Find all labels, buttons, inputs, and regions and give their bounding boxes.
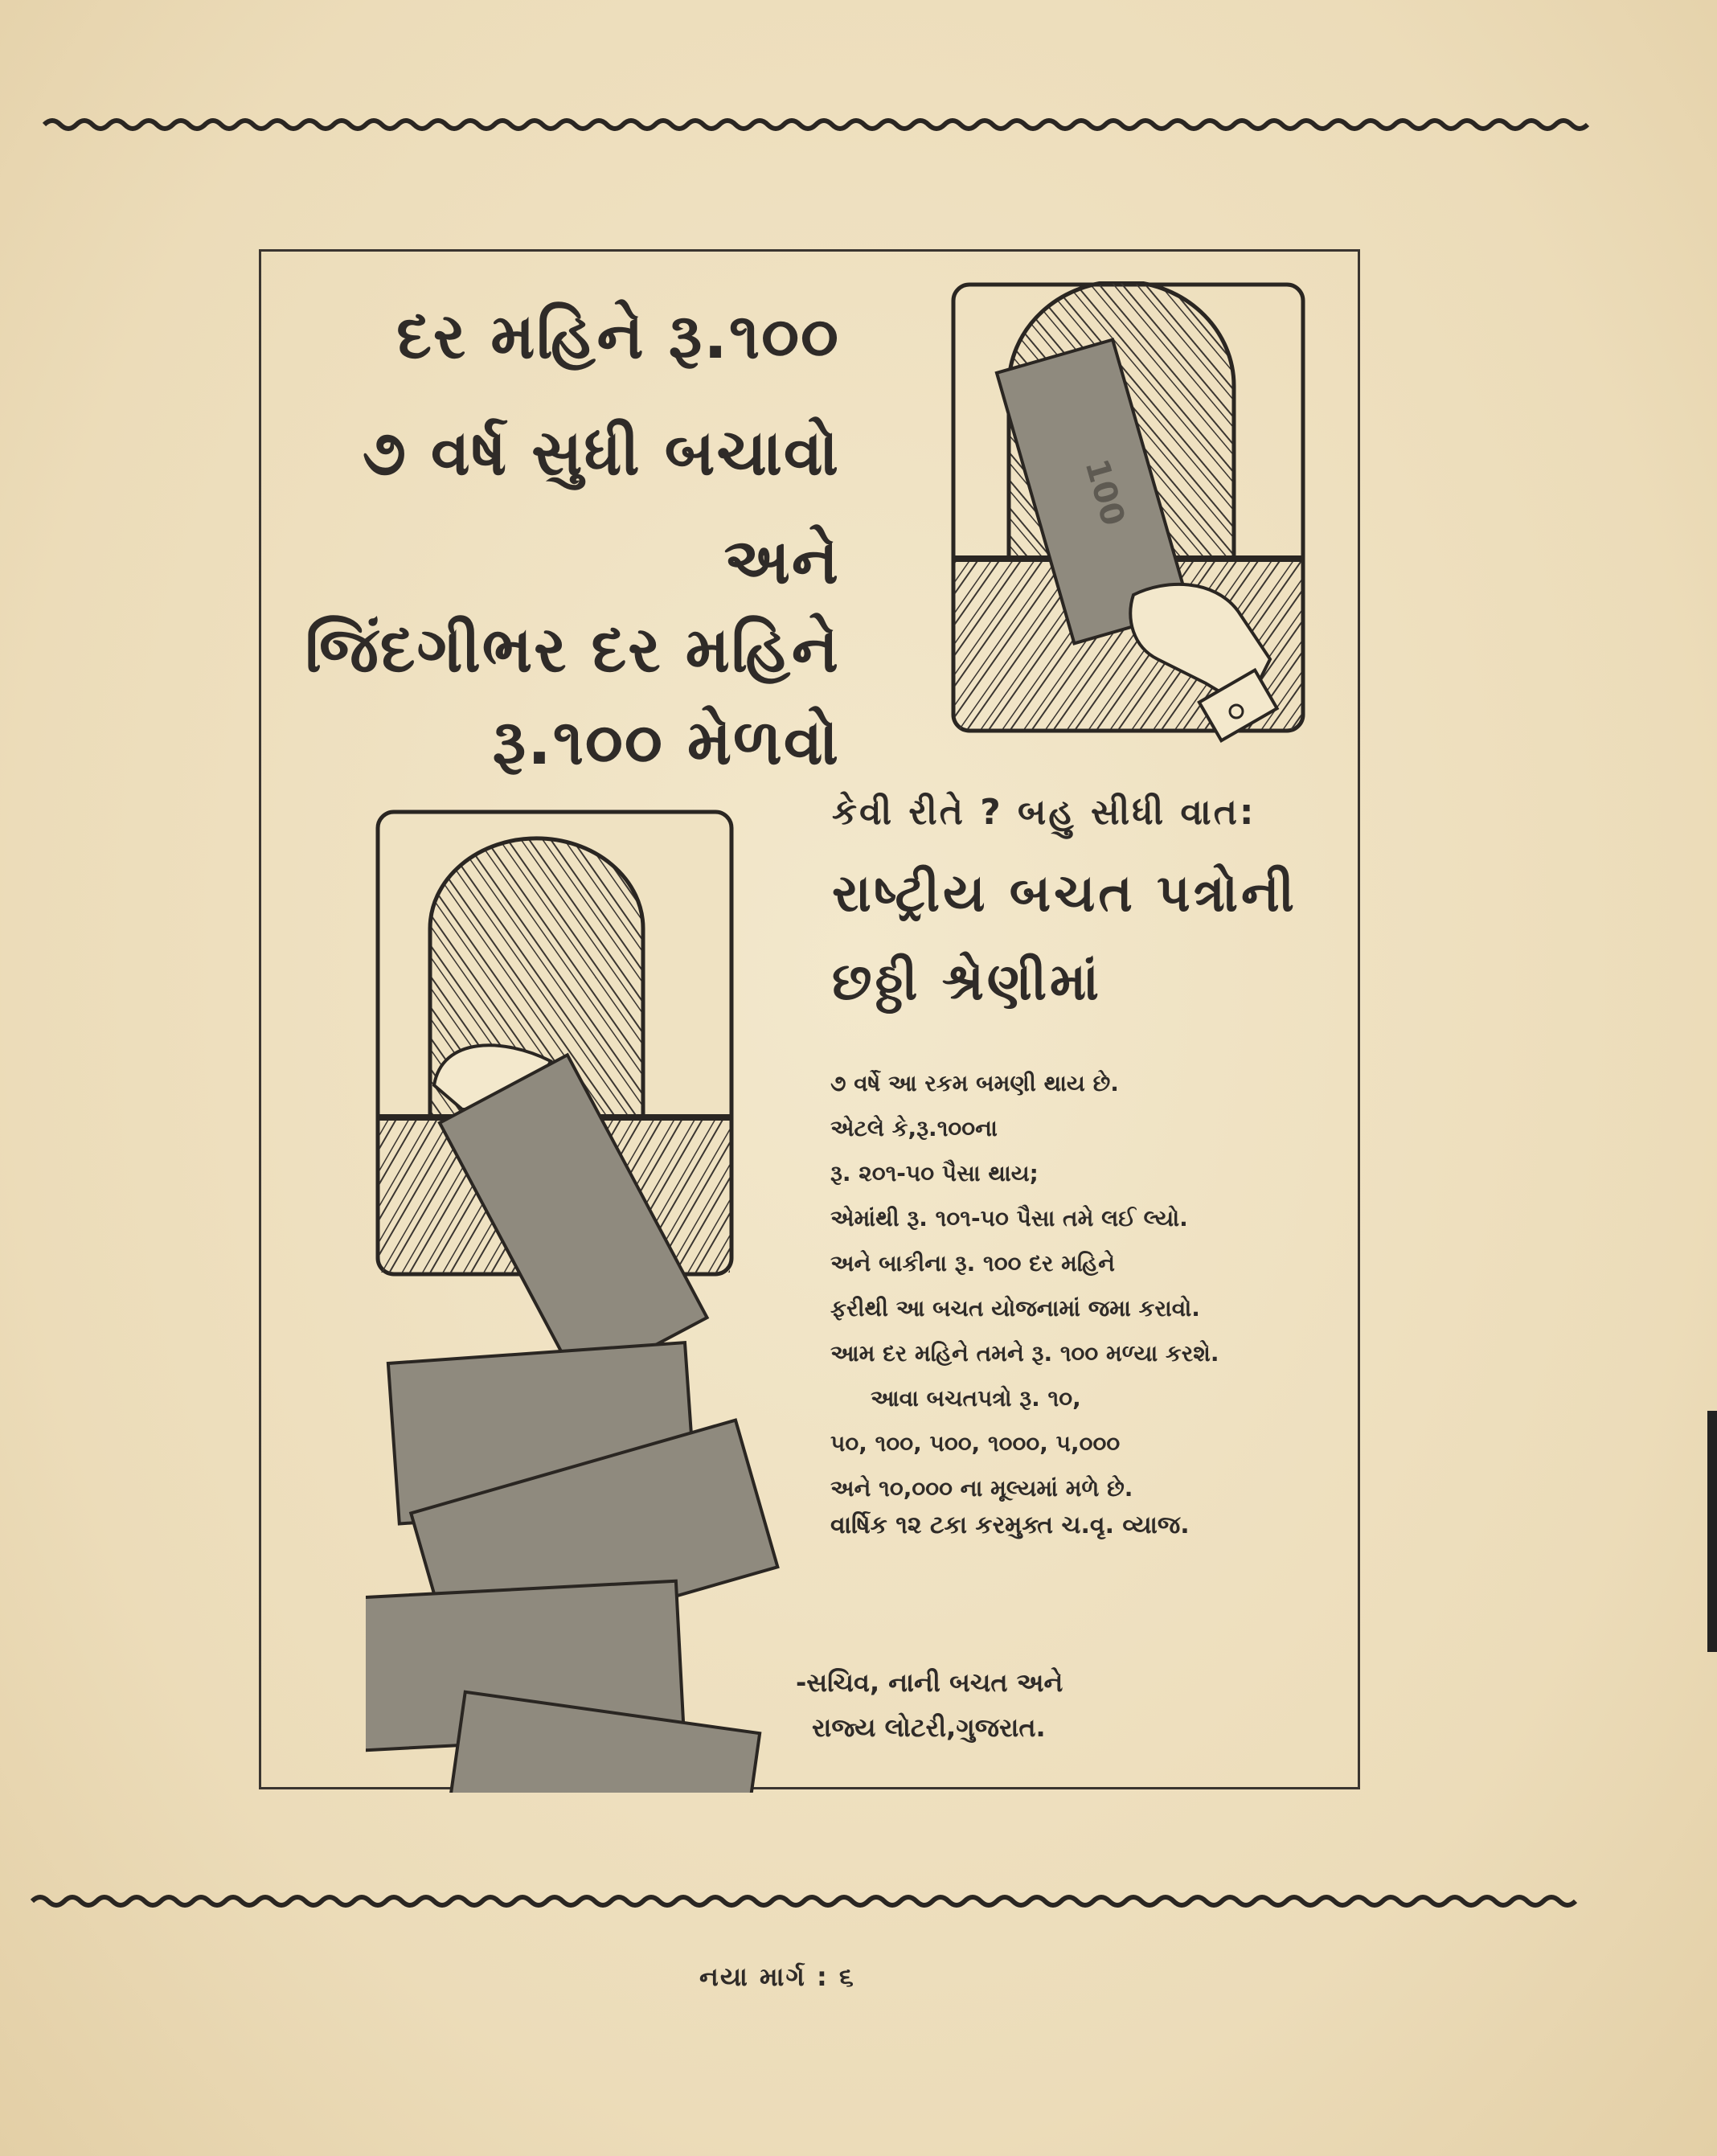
note-label: 100 bbox=[1077, 455, 1132, 531]
body-line: આવા બચતપત્રો રૂ. ૧૦, bbox=[871, 1385, 1081, 1412]
headline-line-1: દર મહિને રૂ.૧૦૦ bbox=[396, 301, 840, 373]
bottom-wavy-border bbox=[0, 1889, 1717, 1913]
withdrawal-illustration bbox=[366, 804, 792, 1793]
body-line: અને ૧૦,૦૦૦ ના મૂલ્યમાં મળે છે. bbox=[830, 1475, 1133, 1502]
body-line: એમાંથી રૂ. ૧૦૧-૫૦ પૈસા તમે લઈ લ્યો. bbox=[830, 1205, 1188, 1232]
top-wavy-border bbox=[0, 113, 1717, 137]
body-line: એટલે કે,રૂ.૧૦૦ના bbox=[830, 1115, 998, 1142]
body-line: રૂ. ૨૦૧-૫૦ પૈસા થાય; bbox=[830, 1160, 1039, 1187]
body-line: અને બાકીના રૂ. ૧૦૦ દર મહિને bbox=[830, 1250, 1115, 1277]
page-footer: નયા માર્ગ : ૬ bbox=[699, 1961, 855, 1992]
body-line: ૫૦, ૧૦૦, ૫૦૦, ૧૦૦૦, ૫,૦૦૦ bbox=[830, 1430, 1121, 1457]
subheading: કેવી રીતે ? બહુ સીધી વાત: bbox=[832, 792, 1256, 833]
scheme-title-line-2: છઠ્ઠી શ્રેણીમાં bbox=[832, 953, 1102, 1012]
signature-line-1: -સચિવ, નાની બચત અને bbox=[796, 1667, 1063, 1698]
body-line: આમ દર મહિને તમને રૂ. ૧૦૦ મળ્યા કરશે. bbox=[830, 1340, 1219, 1367]
headline-line-5: રૂ.૧૦૦ મેળવો bbox=[492, 707, 840, 779]
scheme-description bbox=[830, 1061, 1345, 1511]
signature-line-2: રાજ્ય લોટરી,ગુજરાત. bbox=[812, 1712, 1046, 1743]
interest-rate-note: વાર્ષિક ૧૨ ટકા કરમુક્ત ચ.વૃ. વ્યાજ. bbox=[830, 1511, 1190, 1539]
body-line: ૭ વર્ષે આ રકમ બમણી થાય છે. bbox=[830, 1070, 1119, 1096]
page-edge-mark bbox=[1707, 1411, 1717, 1652]
deposit-illustration bbox=[949, 281, 1310, 764]
scheme-title-line-1: રાષ્ટ્રીય બચત પત્રોની bbox=[832, 864, 1297, 924]
body-line: ફરીથી આ બચત યોજનામાં જમા કરાવો. bbox=[830, 1295, 1200, 1322]
headline-line-3: અને bbox=[723, 526, 840, 598]
signature-block bbox=[796, 1660, 1063, 1750]
headline-line-4: જિંદગીભર દર મહિને bbox=[305, 614, 840, 687]
headline-line-2: ૭ વર્ષ સુધી બચાવો bbox=[362, 417, 840, 490]
